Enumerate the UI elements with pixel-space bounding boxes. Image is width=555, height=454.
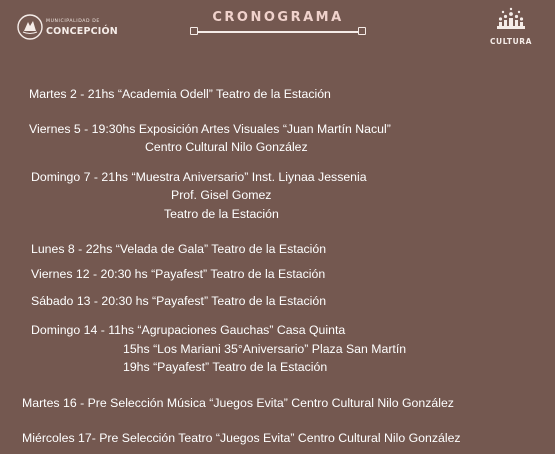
event-line: Centro Cultural Nilo González	[145, 140, 308, 154]
event-line: Domingo 14 - 11hs “Agrupaciones Gauchas” Casa Quinta	[31, 323, 346, 337]
event-line: Viernes 12 - 20:30 hs “Payafest” Teatro de la Estación	[31, 267, 326, 281]
cultura-crown-icon	[483, 6, 539, 36]
municipalidad-logo	[16, 13, 121, 43]
event-line: Martes 16 - Pre Selección Música “Juegos Evita” Centro Cultural Nilo González	[22, 396, 454, 410]
event-line: Miércoles 17- Pre Selección Teatro “Juegos Evita” Centro Cultural Nilo González	[22, 431, 461, 445]
event-line: Viernes 5 - 19:30hs Exposición Artes Visuales “Juan Martín Nacul”	[29, 122, 391, 136]
event-line: Domingo 7 - 21hs “Muestra Aniversario” Inst. Liynaa Jessenia	[31, 170, 367, 184]
concepcion-label: CONCEPCIÓN	[46, 26, 118, 37]
title-block	[190, 10, 366, 38]
event-line: Lunes 8 - 22hs “Velada de Gala” Teatro de la Estación	[31, 242, 327, 256]
municipal-emblem-icon	[16, 13, 44, 41]
page-title: CRONOGRAMA	[212, 10, 344, 25]
title-underline	[194, 31, 362, 33]
event-line: Teatro de la Estación	[164, 207, 279, 221]
title-underline-right-cap	[358, 27, 366, 35]
event-line: 19hs “Payafest” Teatro de la Estación	[123, 360, 328, 374]
event-line: Sábado 13 - 20:30 hs “Payafest” Teatro de la Estación	[31, 294, 327, 308]
cultura-label: CULTURA	[489, 37, 533, 46]
event-line: Martes 2 - 21hs “Academia Odell” Teatro de la Estación	[29, 87, 331, 101]
event-line: 15hs “Los Mariani 35°Aniversario” Plaza San Martín	[123, 342, 407, 356]
title-underline-left-cap	[190, 27, 198, 35]
municipalidad-label: MUNICIPALIDAD DE	[46, 19, 100, 24]
cultura-logo	[483, 6, 539, 46]
event-line: Prof. Gisel Gomez	[171, 188, 272, 202]
